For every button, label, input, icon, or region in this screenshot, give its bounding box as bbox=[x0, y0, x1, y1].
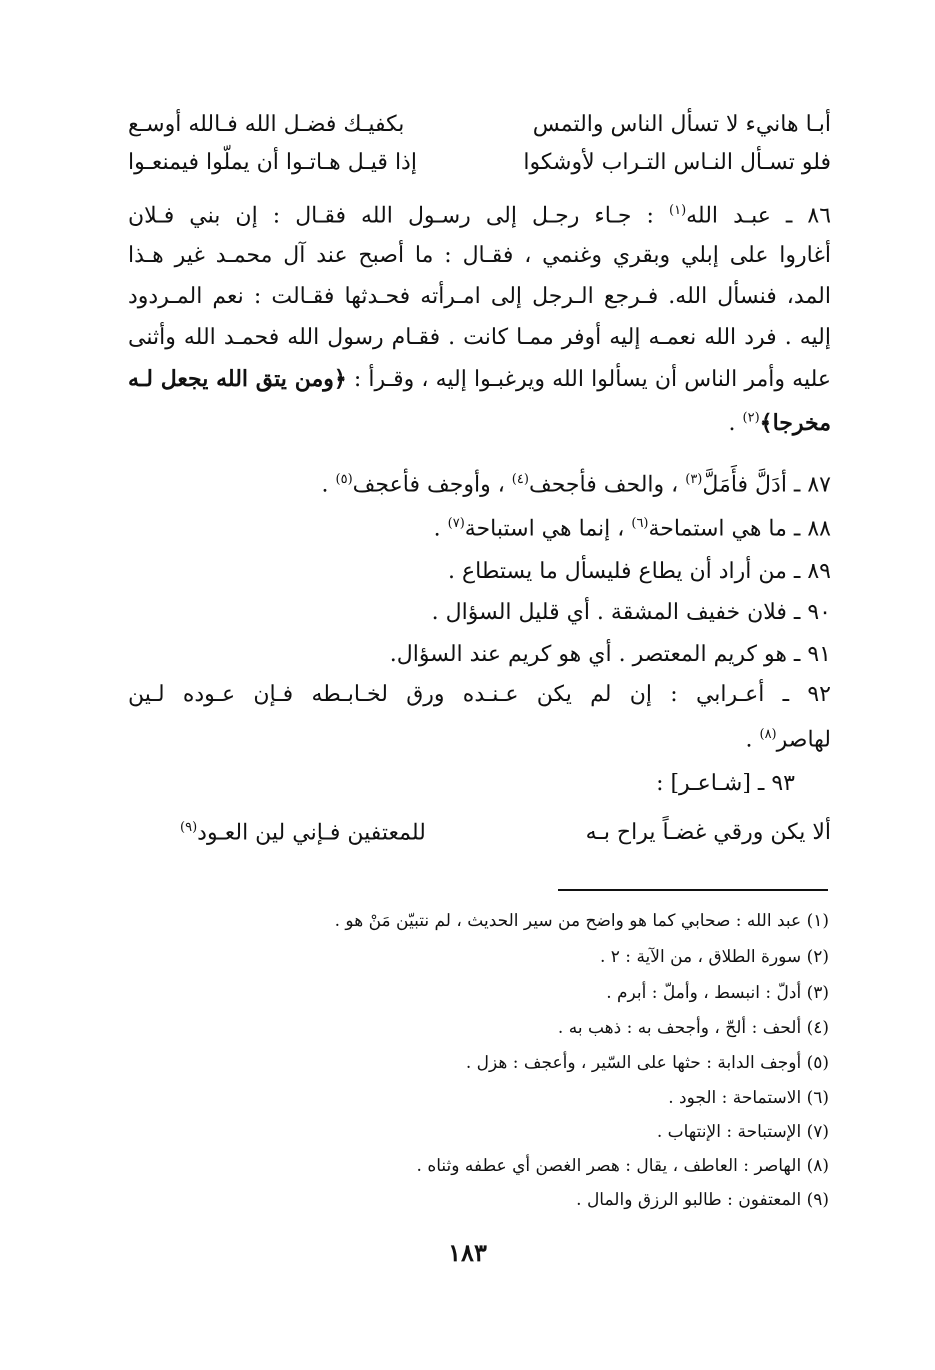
verse-line bbox=[128, 112, 831, 142]
footnote-ref: (٣) bbox=[685, 472, 703, 487]
verse-hemistich-left: بكفيـك فضـل الله فـالله أوسـع bbox=[128, 112, 405, 137]
text: ، إنما هي استباحة bbox=[464, 516, 632, 542]
footnote-ref: (٤) bbox=[511, 472, 529, 487]
verse-line bbox=[180, 820, 831, 850]
footnote: (٢) سورة الطلاق ، من الآية : ٢ . bbox=[599, 947, 829, 967]
footnote-ref: (٨) bbox=[759, 727, 777, 742]
paragraph-93: ٩٣ ـ [شـاعـر] : bbox=[656, 771, 795, 796]
text: ٨٦ ـ عبـد الله bbox=[686, 203, 832, 229]
footnote-ref: (١) bbox=[669, 203, 687, 218]
footnote-ref: (٩) bbox=[180, 820, 198, 835]
footnote-ref: (٢) bbox=[742, 410, 760, 426]
page-number: ١٨٣ bbox=[448, 1238, 487, 1267]
paragraph-88 bbox=[434, 516, 831, 543]
paragraph-87 bbox=[322, 472, 831, 499]
text: . bbox=[321, 472, 336, 498]
verse-hemistich-right: ألا يكن ورقي غضـاً يراح بـه bbox=[585, 820, 831, 845]
paragraph-86-line: المد، فنسأل الله. فـرجع الـرجل إلى امـرأته فحـدثها فقـالت : نعم المـردود bbox=[128, 284, 831, 309]
paragraph-91: ٩١ ـ هو كريم المعتصر . أي هو كريم عند السؤال. bbox=[389, 642, 831, 667]
text: ، وأوجف فأعجف bbox=[352, 472, 512, 498]
text: . bbox=[433, 516, 448, 542]
paragraph-86-line bbox=[128, 366, 831, 393]
text: ٨٧ ـ أدَلَّ فأَمَلَّ bbox=[702, 472, 831, 498]
paragraph-92-line bbox=[745, 727, 831, 754]
text: : جـاء رجـل إلى رسـول الله فقـال : إن بني فـلان bbox=[128, 203, 669, 229]
text: . bbox=[745, 727, 760, 753]
paragraph-86-line bbox=[128, 203, 831, 230]
footnote-ref: (٦) bbox=[631, 516, 649, 531]
text: عليه وأمر الناس أن يسألوا الله ويرغبـوا إليه ، وقـرأ : bbox=[346, 367, 831, 392]
text: ، والحف فأجحف bbox=[528, 472, 686, 498]
footnote: (٦) الاستماحة : الجود . bbox=[668, 1088, 829, 1108]
verse-hemistich-left bbox=[180, 820, 426, 845]
verse-hemistich-right: فلو تسـأل النـاس التـراب لأوشكوا bbox=[523, 150, 831, 175]
paragraph-89: ٨٩ ـ من أراد أن يطاع فليسأل ما يستطاع . bbox=[448, 559, 831, 584]
footnote: (٤) ألحف : ألحّ ، وأجحف به : ذهب به . bbox=[557, 1018, 829, 1038]
footnote: (٥) أوجف الدابة : حثها على السّير ، وأعجف : هزل . bbox=[465, 1053, 829, 1073]
footnote-ref: (٥) bbox=[335, 472, 353, 487]
text: ٨٨ ـ ما هي استماحة bbox=[648, 516, 831, 542]
footnote: (٨) الهاصر : العاطف ، يقال : هصر الغصن أي عطفه وثناه . bbox=[416, 1156, 829, 1176]
text: للمعتفين فـإني لين العـود bbox=[197, 820, 426, 846]
footnote: (٣) أدلّ : انبسط ، وأملّ : أبرم . bbox=[606, 983, 829, 1003]
footnote: (٧) الإستباحة : الإنتهاب . bbox=[656, 1122, 829, 1142]
verse-hemistich-right: أبـا هانيء لا تسأل الناس والتمس bbox=[532, 112, 831, 137]
footnote-divider bbox=[558, 889, 828, 891]
verse-line bbox=[128, 150, 831, 180]
paragraph-86-line: إليه . فرد الله نعمـه إليه أوفر ممـا كانت . فقـام رسول الله فحمـد الله وأثنى bbox=[128, 325, 831, 350]
text: . bbox=[728, 411, 743, 436]
verse-hemistich-left: إذا قيـل هـاتـوا أن يملّوا فيمنعـوا bbox=[128, 150, 417, 175]
paragraph-86-line bbox=[729, 410, 831, 437]
paragraph-90: ٩٠ ـ فلان خفيف المشقة . أي قليل السؤال . bbox=[431, 600, 831, 625]
paragraph-86-line: أغاروا على إبلي وبقري وغنمي ، فقـال : ما أصبح عند آل محمـد غير هـذا bbox=[128, 243, 831, 268]
footnote-ref: (٧) bbox=[447, 516, 465, 531]
text: لهاصر bbox=[776, 727, 831, 753]
quran-quote: ﴿ومن يتق الله يجعل لـه bbox=[128, 366, 347, 392]
quran-quote: مخرجا﴾ bbox=[759, 410, 831, 436]
paragraph-92-line: ٩٢ ـ أعـرابي : إن لم يكن عـنـده ورق لخـابـطه فـإن عـوده لـين bbox=[128, 682, 831, 707]
footnote: (٩) المعتفون : طالبو الرزق والمال . bbox=[576, 1190, 829, 1210]
footnote: (١) عبد الله : صحابي كما هو واضح من سير الحديث ، لم نتبيّن مَنْ هو . bbox=[334, 911, 829, 931]
